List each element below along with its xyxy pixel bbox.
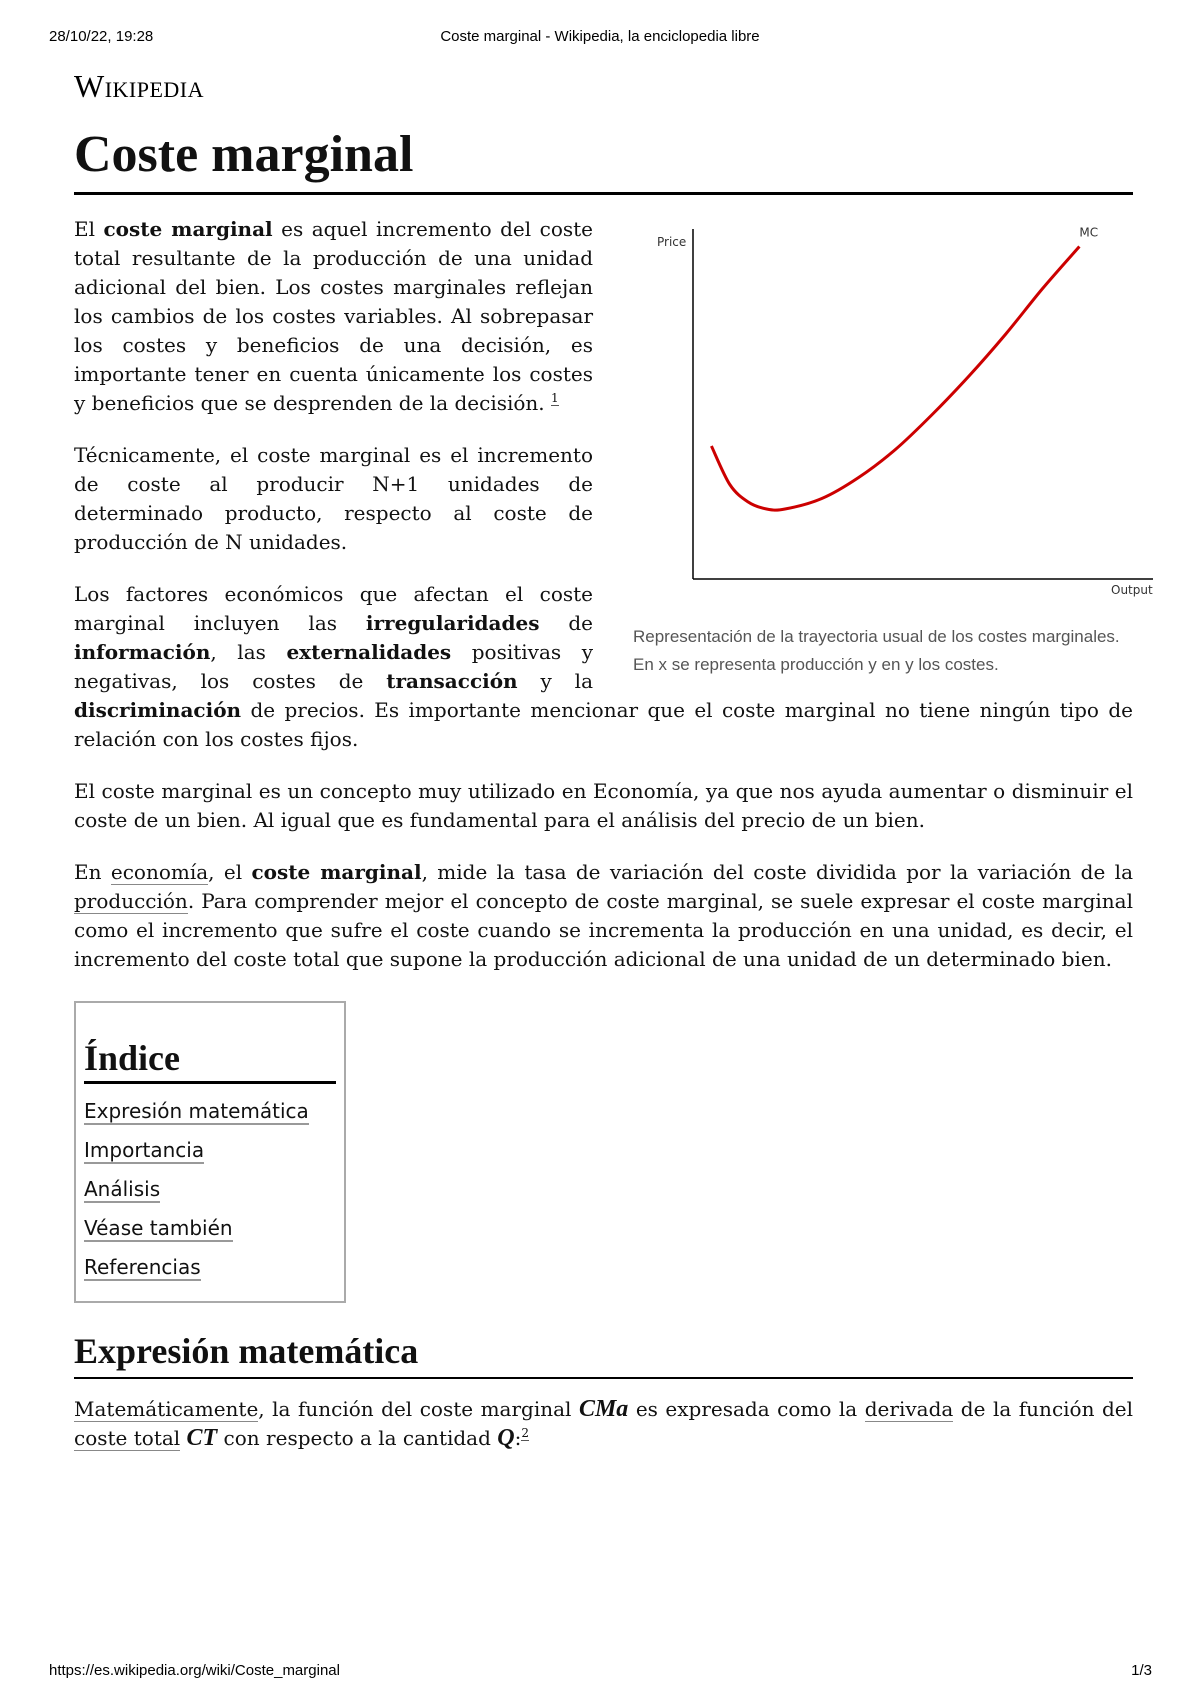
- term-irregularidades: irregularidades: [365, 611, 540, 635]
- paragraph-definition: En economía, el coste marginal, mide la tasa de variación del coste dividida por la variación de la producción. Para comprender mejor el concepto de coste marginal, se suele expresar el coste marginal como el incremento que sufre el coste cuando se incrementa la producción en una unidad, es decir, el incremento del coste total que supone la producción adicional de una unidad de un determinado bien.: [74, 860, 1134, 971]
- toc-item-vease[interactable]: Véase también: [84, 1216, 233, 1240]
- math-ct: CT: [186, 1425, 218, 1451]
- article-body: [74, 215, 1153, 1453]
- paragraph-intro: El coste marginal es aquel incremento del coste total resultante de la producción de una unidad adicional del bien. Los costes marginales reflejan los cambios de los costes variables. Al sobrepasar los costes y beneficios de una decisión, es importante tener en cuenta únicamente los costes y beneficios que se desprenden de la decisión. $^1$: [74, 217, 594, 415]
- link-economia[interactable]: economía: [110, 860, 209, 884]
- term-discriminacion: discriminación: [74, 698, 242, 722]
- reference-link-1[interactable]: 1: [551, 391, 559, 406]
- toc-item-importancia[interactable]: Importancia: [84, 1138, 205, 1162]
- toc-item-analisis[interactable]: Análisis: [84, 1177, 161, 1201]
- marginal-cost-chart[interactable]: [633, 219, 1163, 619]
- paragraph-economics: El coste marginal es un concepto muy utilizado en Economía, ya que nos ayuda aumentar o disminuir el coste de un bien. Al igual que es fundamental para el análisis del precio de un bien.: [74, 779, 1133, 832]
- paragraph-factors: Los factores económicos que afectan el coste marginal incluyen las irregularidades de información, las externalidades positivas y negativas, los costes de transacción y la discriminación de precios. Es importante mencionar que el coste marginal no tiene ningún tipo de relación con los costes fijos.: [74, 582, 1133, 751]
- mc-curve: [711, 247, 1079, 511]
- print-datetime: 28/10/22, 19:28: [49, 28, 154, 45]
- table-of-contents: [74, 1001, 346, 1303]
- term-transaccion: transacción: [386, 669, 518, 693]
- mc-series-label: MC: [1079, 225, 1099, 240]
- term-informacion: información: [74, 640, 211, 664]
- paragraph-technical: Técnicamente, el coste marginal es el incremento de coste al producir N+1 unidades de determinado producto, respecto al coste de producción de N unidades.: [74, 443, 593, 554]
- toc-item-referencias[interactable]: Referencias: [84, 1255, 201, 1279]
- link-matematicamente[interactable]: Matemáticamente: [74, 1397, 259, 1421]
- toc-item-expresion[interactable]: Expresión matemática: [84, 1099, 309, 1123]
- link-derivada[interactable]: derivada: [864, 1397, 954, 1421]
- math-cma: CMa: [578, 1396, 629, 1422]
- page-content: [74, 62, 1153, 1476]
- term-externalidades: externalidades: [286, 640, 452, 664]
- link-coste-total[interactable]: coste total: [74, 1426, 181, 1450]
- reference-link-2[interactable]: 2: [521, 1426, 529, 1441]
- print-url: https://es.wikipedia.org/wiki/Coste_marginal: [49, 1662, 340, 1679]
- print-page-number: 1/3: [1131, 1662, 1152, 1679]
- term-coste-marginal: coste marginal: [103, 217, 273, 241]
- x-axis-label: Output: [1111, 583, 1153, 597]
- print-page-title: Coste marginal - Wikipedia, la enciclopedia libre: [440, 28, 760, 45]
- math-q: Q: [497, 1425, 515, 1451]
- link-produccion[interactable]: producción: [74, 889, 188, 913]
- figure-caption: Representación de la trayectoria usual de los costes marginales. En x se representa producción y en y los costes.: [633, 627, 1120, 674]
- y-axis-label: Price: [657, 235, 687, 249]
- toc-title: Índice: [84, 1037, 336, 1084]
- figure-thumbnail: [633, 219, 1173, 679]
- page-title: Coste marginal: [74, 124, 1133, 195]
- section-heading-expresion: Expresión matemática: [74, 1329, 1133, 1379]
- wikipedia-logo[interactable]: Wikipedia: [74, 68, 205, 104]
- paragraph-math: Matemáticamente, la función del coste marginal CMa es expresada como la derivada de la función del coste total CT con respecto a la cantidad Q:$^2$: [74, 1396, 1134, 1451]
